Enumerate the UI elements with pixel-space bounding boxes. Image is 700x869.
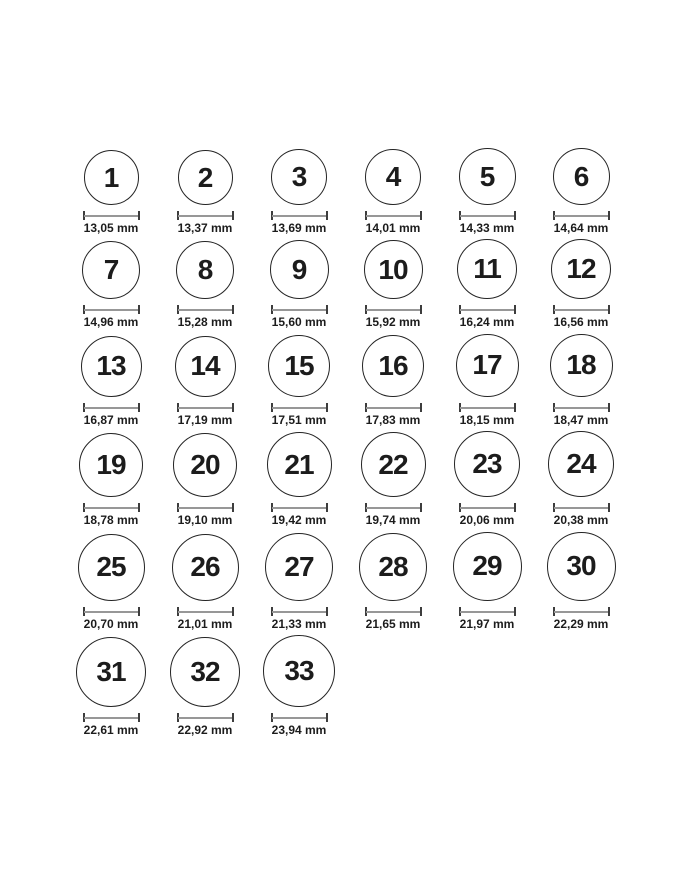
- ruler-line: [554, 507, 609, 509]
- ring-size-cell: [346, 533, 440, 631]
- diameter-label: 13,05 mm: [83, 221, 139, 235]
- ring-size-number: 33: [284, 654, 314, 686]
- ruler-right-tick-icon: [420, 211, 422, 220]
- ruler-right-tick-icon: [138, 713, 140, 722]
- ruler-right-tick-icon: [514, 503, 516, 512]
- ruler-right-tick-icon: [420, 403, 422, 412]
- diameter-label: 15,60 mm: [271, 315, 327, 330]
- ring-circle: [548, 431, 614, 497]
- diameter-ruler: [83, 607, 140, 616]
- diameter-ruler: [177, 305, 234, 314]
- ruler-line: [460, 309, 515, 311]
- ring-size-cell: [346, 335, 440, 427]
- ring-size-number: 29: [472, 550, 502, 582]
- ring-size-number: 2: [197, 161, 213, 193]
- diameter-label: 15,28 mm: [177, 315, 233, 330]
- diameter-label: 21,01 mm: [177, 616, 233, 631]
- ring-circle: [459, 148, 516, 205]
- diameter-ruler: [459, 211, 516, 220]
- ring-circle: [453, 532, 522, 601]
- ring-circle: [170, 637, 240, 707]
- ruler-line: [460, 611, 515, 613]
- diameter-label: 20,38 mm: [553, 513, 609, 528]
- diameter-ruler: [553, 305, 610, 314]
- diameter-ruler: [271, 607, 328, 616]
- ring-circle: [263, 635, 335, 707]
- ring-size-number: 4: [385, 161, 401, 192]
- ring-size-cell: [64, 150, 158, 235]
- diameter-ruler: [83, 305, 140, 314]
- ring-circle: [82, 241, 140, 299]
- ring-size-cell: [534, 239, 628, 329]
- ring-circle: [175, 336, 236, 397]
- diameter-label: 16,87 mm: [83, 412, 139, 427]
- ring-size-cell: [534, 334, 628, 427]
- ring-size-number: 20: [190, 449, 220, 481]
- ruler-line: [84, 407, 139, 409]
- ring-size-chart: [64, 148, 630, 741]
- ring-size-number: 13: [96, 350, 126, 382]
- diameter-label: 22,92 mm: [177, 722, 233, 737]
- diameter-label: 14,64 mm: [553, 221, 609, 235]
- ring-size-cell: [158, 534, 252, 631]
- ring-size-number: 31: [96, 655, 126, 687]
- ring-circle: [553, 148, 610, 205]
- ring-size-number: 28: [378, 550, 408, 582]
- diameter-ruler: [83, 403, 140, 412]
- ring-size-cell: [64, 637, 158, 737]
- ring-size-cell: [440, 431, 534, 527]
- diameter-label: 18,78 mm: [83, 513, 139, 528]
- ring-size-cell: [440, 148, 534, 235]
- diameter-ruler: [365, 211, 422, 220]
- ring-size-row: [64, 334, 630, 427]
- ruler-right-tick-icon: [514, 305, 516, 314]
- ring-circle: [79, 433, 143, 497]
- ring-size-row: [64, 431, 630, 527]
- ruler-line: [272, 407, 327, 409]
- ruler-right-tick-icon: [138, 403, 140, 412]
- ruler-right-tick-icon: [514, 607, 516, 616]
- ring-circle: [364, 240, 423, 299]
- diameter-ruler: [83, 211, 140, 220]
- ring-size-row: [64, 532, 630, 631]
- ruler-line: [272, 309, 327, 311]
- ruler-right-tick-icon: [232, 713, 234, 722]
- diameter-ruler: [365, 403, 422, 412]
- ring-size-cell: [252, 432, 346, 527]
- diameter-label: 22,61 mm: [83, 722, 139, 737]
- ring-size-number: 18: [566, 349, 596, 381]
- diameter-ruler: [271, 305, 328, 314]
- ring-size-number: 1: [103, 161, 119, 193]
- diameter-ruler: [177, 403, 234, 412]
- diameter-ruler: [83, 713, 140, 722]
- diameter-ruler: [553, 403, 610, 412]
- ruler-line: [554, 611, 609, 613]
- ring-size-number: 16: [378, 349, 408, 381]
- ruler-line: [178, 407, 233, 409]
- diameter-label: 21,65 mm: [365, 616, 421, 631]
- ring-size-row: [64, 635, 630, 737]
- diameter-label: 18,47 mm: [553, 412, 609, 427]
- ring-circle: [76, 637, 146, 707]
- diameter-ruler: [459, 503, 516, 512]
- ruler-line: [366, 309, 421, 311]
- ruler-right-tick-icon: [232, 607, 234, 616]
- ring-size-cell: [158, 433, 252, 527]
- ring-size-cell: [534, 431, 628, 527]
- diameter-ruler: [553, 211, 610, 220]
- ruler-right-tick-icon: [326, 503, 328, 512]
- ruler-right-tick-icon: [420, 305, 422, 314]
- diameter-ruler: [365, 607, 422, 616]
- ruler-line: [366, 611, 421, 613]
- ruler-line: [460, 407, 515, 409]
- ring-size-number: 5: [479, 160, 495, 192]
- diameter-label: 21,97 mm: [459, 616, 515, 631]
- ruler-right-tick-icon: [232, 503, 234, 512]
- diameter-label: 22,29 mm: [553, 616, 609, 631]
- ruler-right-tick-icon: [326, 305, 328, 314]
- ruler-line: [178, 717, 233, 719]
- diameter-ruler: [271, 713, 328, 722]
- ruler-right-tick-icon: [608, 503, 610, 512]
- ring-circle: [267, 432, 332, 497]
- ruler-right-tick-icon: [326, 607, 328, 616]
- ring-size-cell: [534, 532, 628, 631]
- ring-size-cell: [158, 637, 252, 737]
- ring-size-cell: [534, 148, 628, 235]
- diameter-ruler: [365, 305, 422, 314]
- diameter-ruler: [177, 607, 234, 616]
- ruler-right-tick-icon: [514, 211, 516, 220]
- ring-size-number: 6: [573, 160, 589, 192]
- ring-size-cell: [252, 240, 346, 329]
- ring-circle: [359, 533, 427, 601]
- diameter-label: 14,33 mm: [459, 221, 515, 235]
- ruler-line: [366, 215, 421, 217]
- ruler-right-tick-icon: [326, 403, 328, 412]
- diameter-ruler: [177, 211, 234, 220]
- ring-size-number: 3: [291, 161, 307, 192]
- diameter-label: 19,42 mm: [271, 513, 327, 528]
- ring-size-number: 26: [190, 551, 220, 583]
- ruler-right-tick-icon: [138, 607, 140, 616]
- ruler-right-tick-icon: [608, 403, 610, 412]
- ring-circle: [361, 432, 426, 497]
- ring-size-number: 23: [472, 448, 502, 480]
- ring-circle: [362, 335, 424, 397]
- ruler-line: [554, 309, 609, 311]
- ruler-line: [272, 507, 327, 509]
- diameter-label: 19,10 mm: [177, 513, 233, 528]
- ring-size-cell: [252, 533, 346, 631]
- diameter-ruler: [459, 403, 516, 412]
- ruler-line: [178, 309, 233, 311]
- ring-size-cell: [158, 150, 252, 235]
- ring-size-number: 25: [96, 551, 126, 583]
- ring-circle: [173, 433, 237, 497]
- diameter-label: 17,19 mm: [177, 412, 233, 427]
- ruler-line: [460, 507, 515, 509]
- ruler-right-tick-icon: [420, 607, 422, 616]
- ring-size-cell: [158, 336, 252, 427]
- diameter-label: 14,01 mm: [365, 221, 421, 235]
- ring-size-number: 30: [566, 550, 596, 582]
- ring-size-cell: [252, 335, 346, 427]
- ruler-line: [84, 309, 139, 311]
- diameter-label: 16,24 mm: [459, 315, 515, 330]
- ruler-line: [366, 407, 421, 409]
- ring-size-cell: [158, 241, 252, 329]
- ruler-line: [460, 215, 515, 217]
- ruler-right-tick-icon: [514, 403, 516, 412]
- ring-size-number: 15: [284, 349, 314, 381]
- diameter-ruler: [459, 305, 516, 314]
- ruler-right-tick-icon: [232, 211, 234, 220]
- diameter-label: 17,83 mm: [365, 412, 421, 427]
- ring-size-cell: [440, 334, 534, 427]
- ruler-line: [366, 507, 421, 509]
- ruler-line: [178, 507, 233, 509]
- ring-circle: [172, 534, 239, 601]
- ring-size-number: 8: [197, 254, 213, 286]
- ruler-line: [84, 717, 139, 719]
- ring-circle: [456, 334, 519, 397]
- ruler-line: [84, 215, 139, 217]
- ring-size-row: [64, 239, 630, 329]
- ring-circle: [81, 336, 142, 397]
- ring-size-number: 7: [103, 254, 119, 286]
- ring-circle: [454, 431, 520, 497]
- ring-circle: [270, 240, 329, 299]
- ruler-line: [272, 215, 327, 217]
- ring-size-number: 10: [378, 253, 408, 285]
- ring-size-cell: [252, 635, 346, 737]
- diameter-label: 16,56 mm: [553, 315, 609, 330]
- ring-size-number: 12: [566, 253, 596, 285]
- ring-size-number: 19: [96, 449, 126, 481]
- ring-circle: [178, 150, 233, 205]
- diameter-label: 14,96 mm: [83, 315, 139, 330]
- ring-size-cell: [346, 240, 440, 329]
- diameter-ruler: [271, 211, 328, 220]
- diameter-label: 15,92 mm: [365, 315, 421, 330]
- ruler-line: [178, 215, 233, 217]
- ring-circle: [176, 241, 234, 299]
- ring-circle: [550, 334, 613, 397]
- diameter-ruler: [177, 503, 234, 512]
- diameter-label: 21,33 mm: [271, 616, 327, 631]
- ring-size-number: 32: [190, 655, 220, 687]
- ring-circle: [365, 149, 421, 205]
- ring-circle: [457, 239, 517, 299]
- ruler-line: [84, 611, 139, 613]
- ring-size-cell: [252, 149, 346, 235]
- ruler-right-tick-icon: [326, 713, 328, 722]
- ring-circle: [271, 149, 327, 205]
- ruler-right-tick-icon: [138, 305, 140, 314]
- ring-size-cell: [64, 241, 158, 329]
- ring-size-cell: [440, 532, 534, 631]
- diameter-ruler: [553, 503, 610, 512]
- ruler-right-tick-icon: [420, 503, 422, 512]
- diameter-label: 13,69 mm: [271, 221, 327, 235]
- ring-size-number: 21: [284, 448, 314, 480]
- ring-size-number: 27: [284, 550, 314, 582]
- ring-circle: [78, 534, 145, 601]
- ruler-right-tick-icon: [608, 607, 610, 616]
- diameter-label: 17,51 mm: [271, 412, 327, 427]
- diameter-ruler: [553, 607, 610, 616]
- diameter-label: 23,94 mm: [271, 722, 327, 737]
- ring-size-number: 17: [472, 349, 502, 381]
- ruler-line: [84, 507, 139, 509]
- ruler-right-tick-icon: [326, 211, 328, 220]
- diameter-label: 20,70 mm: [83, 616, 139, 631]
- ruler-line: [178, 611, 233, 613]
- diameter-label: 18,15 mm: [459, 412, 515, 427]
- diameter-ruler: [365, 503, 422, 512]
- ring-size-cell: [64, 433, 158, 527]
- ring-size-number: 14: [190, 350, 220, 382]
- ring-size-number: 24: [566, 448, 596, 480]
- ruler-right-tick-icon: [608, 305, 610, 314]
- diameter-label: 13,37 mm: [177, 221, 233, 235]
- ring-size-cell: [64, 534, 158, 631]
- ring-size-number: 11: [473, 253, 501, 285]
- ruler-right-tick-icon: [138, 211, 140, 220]
- diameter-ruler: [459, 607, 516, 616]
- ring-circle: [547, 532, 616, 601]
- diameter-label: 20,06 mm: [459, 513, 515, 528]
- ring-circle: [268, 335, 330, 397]
- ring-size-number: 9: [291, 253, 307, 285]
- ring-circle: [265, 533, 333, 601]
- ring-size-number: 22: [378, 448, 408, 480]
- ruler-line: [272, 717, 327, 719]
- diameter-label: 19,74 mm: [365, 513, 421, 528]
- ring-circle: [551, 239, 611, 299]
- ring-size-cell: [346, 149, 440, 235]
- ring-size-row: [64, 148, 630, 235]
- ring-size-cell: [346, 432, 440, 527]
- ruler-right-tick-icon: [138, 503, 140, 512]
- ruler-right-tick-icon: [608, 211, 610, 220]
- diameter-ruler: [177, 713, 234, 722]
- ruler-right-tick-icon: [232, 305, 234, 314]
- ring-size-cell: [440, 239, 534, 329]
- ring-circle: [84, 150, 139, 205]
- diameter-ruler: [271, 403, 328, 412]
- ruler-line: [554, 407, 609, 409]
- diameter-ruler: [271, 503, 328, 512]
- ring-size-cell: [64, 336, 158, 427]
- ruler-line: [554, 215, 609, 217]
- diameter-ruler: [83, 503, 140, 512]
- ruler-line: [272, 611, 327, 613]
- ruler-right-tick-icon: [232, 403, 234, 412]
